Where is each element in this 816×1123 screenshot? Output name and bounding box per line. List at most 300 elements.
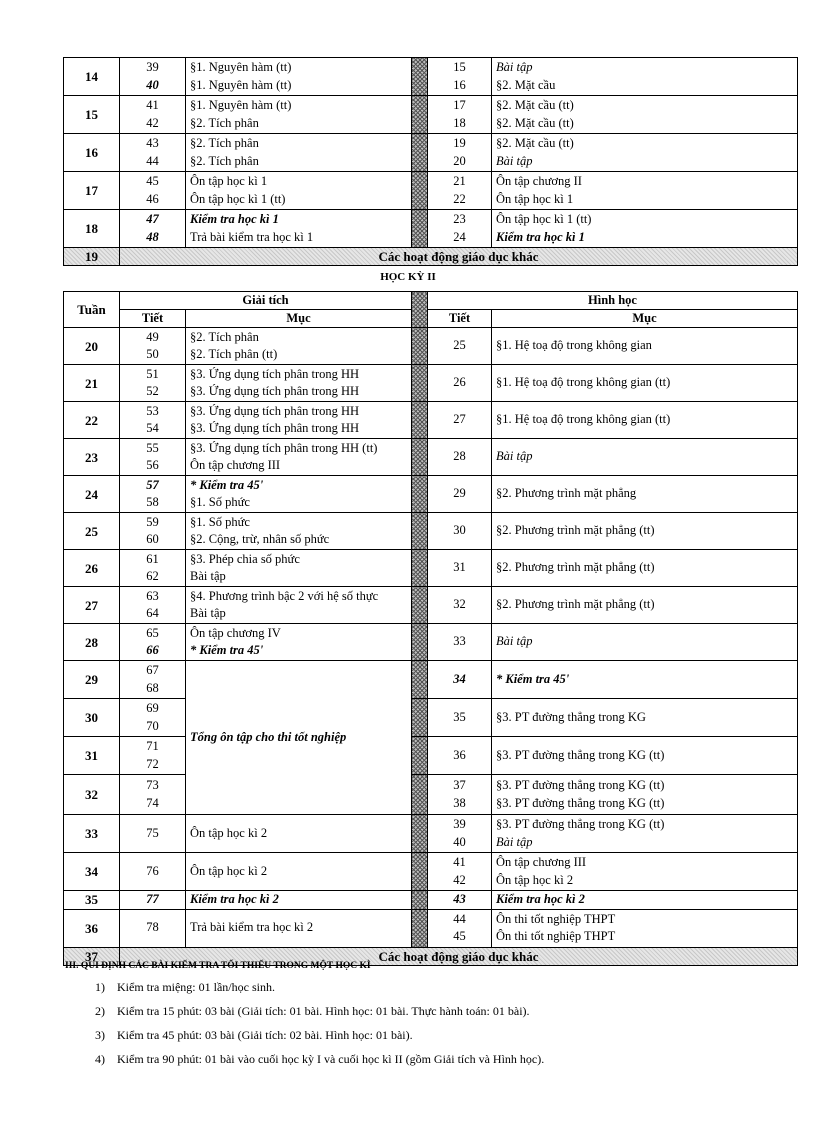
hh-tiet-cell-line: 18 xyxy=(453,115,466,130)
gt-muc-cell-line: * Kiểm tra 45' xyxy=(190,477,264,492)
list-item xyxy=(95,1050,544,1074)
week-cell: 26 xyxy=(64,550,120,587)
gt-muc-cell xyxy=(186,328,412,365)
hh-tiet-cell-line: 23 xyxy=(453,212,466,226)
semester2-title: HỌC KỲ II xyxy=(380,271,436,283)
semester2-schedule-table xyxy=(63,291,798,966)
activity-row xyxy=(64,248,798,266)
week-cell: 33 xyxy=(64,815,120,853)
week-cell: 28 xyxy=(64,624,120,661)
table-row xyxy=(64,661,798,699)
table-row xyxy=(64,365,798,402)
gt-tiet-cell-line: 76 xyxy=(146,863,159,878)
hh-muc-cell-line: Ôn thi tốt nghiệp THPT xyxy=(496,929,616,943)
hh-muc-cell-line: §1. Hệ toạ độ trong không gian (tt) xyxy=(496,375,671,390)
divider-hatch xyxy=(412,513,428,550)
divider-hatch xyxy=(412,891,428,910)
gt-tiet-cell xyxy=(120,172,186,210)
list-item xyxy=(95,978,544,1002)
hh-muc-cell-line: §2. Phương trình mặt phẳng xyxy=(496,486,637,501)
gt-tiet-cell xyxy=(120,587,186,624)
hh-tiet-cell-line: 33 xyxy=(453,634,466,649)
gt-muc-cell xyxy=(186,365,412,402)
gt-muc-cell xyxy=(186,909,412,947)
week-cell: 24 xyxy=(64,476,120,513)
hh-muc-cell xyxy=(492,550,798,587)
table-row xyxy=(64,476,798,513)
table-row xyxy=(64,58,798,96)
hh-tiet-cell xyxy=(428,775,492,815)
hh-tiet-cell xyxy=(428,96,492,134)
week-cell: 30 xyxy=(64,699,120,737)
hh-tiet-cell-line: 42 xyxy=(453,872,466,887)
hh-muc-cell-line: §2. Phương trình mặt phẳng (tt) xyxy=(496,523,655,538)
hh-muc-cell-line: §2. Phương trình mặt phẳng (tt) xyxy=(496,560,655,575)
gt-muc-cell-line: Ôn tập chương III xyxy=(190,458,281,472)
gt-tiet-cell-line: 72 xyxy=(146,756,159,771)
activity-label: Các hoạt động giáo dục khác xyxy=(120,947,798,965)
gt-tiet-cell-line: 67 xyxy=(146,663,159,677)
gt-tiet-cell-line: 52 xyxy=(146,384,159,398)
gt-muc-cell-line: Ôn tập học kì 1 (tt) xyxy=(190,191,286,206)
gt-tiet-cell-line: 70 xyxy=(146,718,159,733)
week-cell: 34 xyxy=(64,853,120,891)
gt-muc-cell-line: §1. Số phức xyxy=(190,495,250,509)
hh-tiet-cell-line: 20 xyxy=(453,153,466,168)
hh-muc-cell-line: §3. PT đường thẳng trong KG (tt) xyxy=(496,778,665,792)
hinh-hoc-header: Hình học xyxy=(428,292,798,310)
gt-tiet-cell-line: 43 xyxy=(146,136,159,150)
gt-tiet-cell xyxy=(120,815,186,853)
subheader-row xyxy=(64,310,798,328)
table-row xyxy=(64,96,798,134)
week-cell: 25 xyxy=(64,513,120,550)
hh-tiet-cell xyxy=(428,624,492,661)
hh-tiet-cell-line: 29 xyxy=(453,486,466,501)
hh-muc-cell xyxy=(492,815,798,853)
hh-tiet-cell-line: 27 xyxy=(453,412,466,427)
gt-tiet-cell xyxy=(120,96,186,134)
list-item-number: 3) xyxy=(95,1028,105,1042)
hh-tiet-cell xyxy=(428,402,492,439)
gt-tiet-cell xyxy=(120,624,186,661)
gt-tiet-header: Tiết xyxy=(120,310,186,328)
hh-tiet-cell xyxy=(428,699,492,737)
table-row xyxy=(64,134,798,172)
hh-tiet-cell xyxy=(428,815,492,853)
table-row xyxy=(64,775,798,815)
gt-tiet-cell xyxy=(120,853,186,891)
gt-tiet-cell xyxy=(120,365,186,402)
hh-muc-cell xyxy=(492,210,798,248)
hh-tiet-cell xyxy=(428,328,492,365)
hh-tiet-cell-line: 24 xyxy=(453,229,466,244)
hh-tiet-cell-line: 44 xyxy=(453,911,466,926)
hh-tiet-cell xyxy=(428,891,492,910)
hh-tiet-cell xyxy=(428,439,492,476)
gt-muc-cell-line: Trả bài kiểm tra học kì 2 xyxy=(190,920,314,935)
hh-tiet-cell xyxy=(428,550,492,587)
gt-muc-cell-line: Ôn tập học kì 2 xyxy=(190,863,268,878)
hh-muc-cell xyxy=(492,853,798,891)
gt-muc-cell-line: Kiểm tra học kì 2 xyxy=(190,892,279,906)
week-cell: 29 xyxy=(64,661,120,699)
gt-muc-cell-line: §4. Phương trình bậc 2 với hệ số thực xyxy=(190,588,379,603)
review-block-label: Tổng ôn tập cho thi tốt nghiệp xyxy=(186,661,412,815)
hh-muc-cell xyxy=(492,365,798,402)
week-cell: 15 xyxy=(64,96,120,134)
divider-hatch xyxy=(412,172,428,210)
hh-muc-cell xyxy=(492,891,798,910)
hh-tiet-cell xyxy=(428,909,492,947)
week-cell: 16 xyxy=(64,134,120,172)
hh-muc-cell-line: Ôn tập học kì 2 xyxy=(496,872,574,887)
hh-muc-cell-line: Ôn tập học kì 1 xyxy=(496,191,574,206)
gt-muc-cell xyxy=(186,624,412,661)
gt-muc-cell-line: Trả bài kiểm tra học kì 1 xyxy=(190,229,314,244)
gt-tiet-cell-line: 48 xyxy=(146,229,159,244)
gt-muc-cell xyxy=(186,58,412,96)
header-row xyxy=(64,292,798,310)
gt-muc-cell-line: §3. Ứng dụng tích phân trong HH xyxy=(190,384,360,398)
gt-tiet-cell-line: 46 xyxy=(146,191,159,206)
hh-tiet-cell-line: 35 xyxy=(453,709,466,724)
hh-tiet-cell xyxy=(428,365,492,402)
gt-muc-cell-line: §2. Tích phân xyxy=(190,153,259,168)
giai-tich-header: Giải tích xyxy=(120,292,412,310)
gt-muc-cell xyxy=(186,587,412,624)
hh-muc-cell xyxy=(492,172,798,210)
gt-tiet-cell xyxy=(120,513,186,550)
table-row xyxy=(64,815,798,853)
gt-muc-cell-line: §3. Ứng dụng tích phân trong HH xyxy=(190,403,360,418)
gt-tiet-cell xyxy=(120,775,186,815)
divider-hatch xyxy=(412,96,428,134)
gt-tiet-cell-line: 55 xyxy=(146,440,159,455)
hh-tiet-cell-line: 37 xyxy=(453,778,466,792)
hh-tiet-cell-line: 15 xyxy=(453,60,466,74)
hh-muc-cell-line: §2. Mặt cầu (tt) xyxy=(496,136,574,150)
hh-muc-cell xyxy=(492,909,798,947)
table-row xyxy=(64,853,798,891)
hh-tiet-cell-line: 19 xyxy=(453,136,466,150)
gt-muc-cell-line: Ôn tập học kì 2 xyxy=(190,825,268,840)
gt-tiet-cell-line: 44 xyxy=(146,153,159,168)
section3-title: III. QUI ĐỊNH CÁC BÀI KIỂM TRA TỐI THIỂU TRONG MỘT HỌC KÌ xyxy=(65,961,371,971)
semester1-schedule-table xyxy=(63,57,798,266)
gt-tiet-cell xyxy=(120,439,186,476)
hh-muc-cell-line: §2. Phương trình mặt phẳng (tt) xyxy=(496,597,655,612)
hh-muc-header: Mục xyxy=(492,310,798,328)
hh-tiet-cell-line: 17 xyxy=(453,98,466,112)
hh-tiet-cell-line: 22 xyxy=(453,191,466,206)
week-header: Tuần xyxy=(64,292,120,328)
list-item-text: Kiểm tra miệng: 01 lần/học sinh. xyxy=(117,980,275,994)
week-cell: 35 xyxy=(64,891,120,910)
table-row xyxy=(64,328,798,365)
gt-muc-cell xyxy=(186,172,412,210)
hh-muc-cell xyxy=(492,134,798,172)
gt-muc-cell-line: §3. Ứng dụng tích phân trong HH (tt) xyxy=(190,440,378,455)
week-cell: 32 xyxy=(64,775,120,815)
divider-hatch xyxy=(412,134,428,172)
gt-muc-cell xyxy=(186,476,412,513)
divider-hatch xyxy=(412,292,428,328)
week-cell: 31 xyxy=(64,737,120,775)
week-cell: 14 xyxy=(64,58,120,96)
hh-tiet-cell xyxy=(428,172,492,210)
divider-hatch xyxy=(412,624,428,661)
activity-label: Các hoạt động giáo dục khác xyxy=(120,248,798,266)
gt-muc-cell-line: §2. Tích phân xyxy=(190,329,259,344)
gt-tiet-cell-line: 59 xyxy=(146,514,159,529)
gt-muc-cell-line: §2. Tích phân xyxy=(190,115,259,130)
gt-muc-cell xyxy=(186,815,412,853)
hh-tiet-cell-line: 32 xyxy=(453,597,466,612)
week-cell: 21 xyxy=(64,365,120,402)
gt-tiet-cell xyxy=(120,737,186,775)
divider-hatch xyxy=(412,587,428,624)
week-cell: 17 xyxy=(64,172,120,210)
hh-muc-cell-line: §1. Hệ toạ độ trong không gian (tt) xyxy=(496,412,671,427)
hh-muc-cell-line: §2. Mặt cầu (tt) xyxy=(496,98,574,112)
gt-muc-cell xyxy=(186,402,412,439)
hh-muc-cell xyxy=(492,328,798,365)
gt-muc-cell-line: §3. Phép chia số phức xyxy=(190,551,300,566)
hh-muc-cell-line: Kiểm tra học kì 2 xyxy=(496,892,585,906)
hh-muc-cell-line: Bài tập xyxy=(496,634,533,649)
gt-muc-cell-line: §3. Ứng dụng tích phân trong HH xyxy=(190,421,360,435)
gt-muc-cell-line: §1. Số phức xyxy=(190,514,250,529)
list-item-text: Kiểm tra 15 phút: 03 bài (Giải tích: 01 bài. Hình học: 01 bài. Thực hành toán: 01 bài). xyxy=(117,1004,530,1018)
gt-tiet-cell-line: 68 xyxy=(146,680,159,695)
gt-tiet-cell-line: 41 xyxy=(146,98,159,112)
hh-tiet-cell xyxy=(428,513,492,550)
hh-muc-cell-line: Ôn thi tốt nghiệp THPT xyxy=(496,911,616,926)
gt-tiet-cell-line: 62 xyxy=(146,569,159,583)
divider-hatch xyxy=(412,661,428,699)
hh-muc-cell-line: Ôn tập chương III xyxy=(496,855,587,869)
gt-muc-cell-line: Ôn tập học kì 1 xyxy=(190,174,268,188)
gt-tiet-cell-line: 77 xyxy=(146,892,159,906)
gt-muc-cell-line: Bài tập xyxy=(190,606,226,620)
hh-muc-cell xyxy=(492,624,798,661)
hh-muc-cell xyxy=(492,402,798,439)
hh-tiet-cell-line: 45 xyxy=(453,929,466,943)
hh-tiet-cell-line: 28 xyxy=(453,449,466,464)
gt-tiet-cell xyxy=(120,134,186,172)
table-row xyxy=(64,699,798,737)
hh-muc-cell-line: Kiểm tra học kì 1 xyxy=(496,229,585,244)
hh-muc-cell xyxy=(492,587,798,624)
hh-tiet-cell-line: 25 xyxy=(453,338,466,353)
gt-muc-cell-line: Bài tập xyxy=(190,569,226,583)
hh-tiet-cell xyxy=(428,661,492,699)
hh-tiet-cell xyxy=(428,737,492,775)
hh-tiet-cell-line: 26 xyxy=(453,375,466,390)
hh-muc-cell-line: Bài tập xyxy=(496,834,533,849)
gt-muc-cell-line: * Kiểm tra 45' xyxy=(190,643,264,657)
gt-tiet-cell-line: 75 xyxy=(146,825,159,840)
divider-hatch xyxy=(412,210,428,248)
hh-tiet-cell-line: 39 xyxy=(453,817,466,831)
list-item-number: 4) xyxy=(95,1052,105,1066)
gt-muc-cell-line: §2. Cộng, trừ, nhân số phức xyxy=(190,532,330,546)
test-rules-list xyxy=(95,978,544,1074)
gt-tiet-cell-line: 45 xyxy=(146,174,159,188)
gt-tiet-cell-line: 66 xyxy=(146,643,159,657)
gt-tiet-cell-line: 71 xyxy=(146,739,159,753)
gt-muc-cell xyxy=(186,513,412,550)
gt-muc-cell-line: §1. Nguyên hàm (tt) xyxy=(190,77,292,92)
hh-muc-cell xyxy=(492,661,798,699)
gt-muc-header: Mục xyxy=(186,310,412,328)
gt-tiet-cell xyxy=(120,476,186,513)
gt-tiet-cell-line: 73 xyxy=(146,778,159,792)
hh-muc-cell-line: Ôn tập học kì 1 (tt) xyxy=(496,212,592,226)
gt-muc-cell-line: §3. Ứng dụng tích phân trong HH xyxy=(190,366,360,381)
divider-hatch xyxy=(412,402,428,439)
hh-tiet-cell-line: 21 xyxy=(453,174,466,188)
divider-hatch xyxy=(412,815,428,853)
week-cell: 18 xyxy=(64,210,120,248)
gt-tiet-cell-line: 57 xyxy=(146,477,159,492)
gt-tiet-cell-line: 60 xyxy=(146,532,159,546)
table-row xyxy=(64,402,798,439)
gt-tiet-cell xyxy=(120,909,186,947)
divider-hatch xyxy=(412,699,428,737)
gt-tiet-cell-line: 39 xyxy=(146,60,159,74)
hh-tiet-cell xyxy=(428,134,492,172)
gt-tiet-cell-line: 63 xyxy=(146,588,159,603)
table-row xyxy=(64,172,798,210)
hh-muc-cell xyxy=(492,96,798,134)
week-cell: 37 xyxy=(64,947,120,965)
week-cell: 36 xyxy=(64,909,120,947)
week-cell: 20 xyxy=(64,328,120,365)
gt-tiet-cell-line: 42 xyxy=(146,115,159,130)
gt-tiet-cell-line: 74 xyxy=(146,795,159,810)
hh-muc-cell-line: §3. PT đường thẳng trong KG xyxy=(496,709,646,724)
gt-muc-cell xyxy=(186,439,412,476)
gt-tiet-cell xyxy=(120,58,186,96)
gt-tiet-cell-line: 54 xyxy=(146,421,159,435)
hh-tiet-cell-line: 34 xyxy=(453,671,466,686)
hh-muc-cell-line: Bài tập xyxy=(496,449,533,464)
hh-muc-cell-line: Bài tập xyxy=(496,60,533,74)
hh-tiet-cell-line: 43 xyxy=(453,892,466,906)
hh-muc-cell-line: Ôn tập chương II xyxy=(496,174,582,188)
hh-tiet-cell-line: 30 xyxy=(453,523,466,538)
hh-muc-cell-line: §2. Mặt cầu (tt) xyxy=(496,115,574,130)
week-cell: 19 xyxy=(64,248,120,266)
hh-muc-cell xyxy=(492,476,798,513)
divider-hatch xyxy=(412,365,428,402)
hh-muc-cell xyxy=(492,58,798,96)
gt-tiet-cell xyxy=(120,402,186,439)
hh-tiet-cell-line: 16 xyxy=(453,77,466,92)
gt-tiet-cell-line: 61 xyxy=(146,551,159,566)
hh-muc-cell-line: §3. PT đường thẳng trong KG (tt) xyxy=(496,747,665,762)
gt-tiet-cell xyxy=(120,891,186,910)
gt-muc-cell-line: §1. Nguyên hàm (tt) xyxy=(190,98,292,112)
hh-muc-cell-line: §1. Hệ toạ độ trong không gian xyxy=(496,338,652,353)
gt-tiet-cell xyxy=(120,210,186,248)
table-row xyxy=(64,550,798,587)
hh-tiet-cell-line: 31 xyxy=(453,560,466,575)
gt-tiet-cell-line: 40 xyxy=(146,77,159,92)
hh-muc-cell xyxy=(492,699,798,737)
gt-muc-cell-line: Ôn tập chương IV xyxy=(190,625,281,640)
list-item-text: Kiểm tra 45 phút: 03 bài (Giải tích: 02 bài. Hình học: 01 bài). xyxy=(117,1028,413,1042)
gt-muc-cell-line: §2. Tích phân (tt) xyxy=(190,347,278,361)
gt-tiet-cell xyxy=(120,550,186,587)
hh-tiet-cell xyxy=(428,58,492,96)
list-item-text: Kiểm tra 90 phút: 01 bài vào cuối học kỳ I và cuối học kì II (gồm Giải tích và Hình học). xyxy=(117,1052,545,1066)
gt-tiet-cell xyxy=(120,661,186,699)
divider-hatch xyxy=(412,328,428,365)
table-row xyxy=(64,210,798,248)
gt-muc-cell xyxy=(186,96,412,134)
divider-hatch xyxy=(412,909,428,947)
hh-tiet-cell xyxy=(428,210,492,248)
gt-muc-cell-line: Kiểm tra học kì 1 xyxy=(190,212,279,226)
hh-tiet-cell xyxy=(428,476,492,513)
gt-tiet-cell-line: 56 xyxy=(146,458,159,472)
week-cell: 27 xyxy=(64,587,120,624)
divider-hatch xyxy=(412,476,428,513)
hh-tiet-cell-line: 38 xyxy=(453,795,466,810)
hh-muc-cell-line: §3. PT đường thẳng trong KG (tt) xyxy=(496,795,665,810)
hh-tiet-cell xyxy=(428,587,492,624)
hh-muc-cell-line: Bài tập xyxy=(496,153,533,168)
gt-muc-cell xyxy=(186,550,412,587)
hh-tiet-cell-line: 36 xyxy=(453,747,466,762)
table-row xyxy=(64,891,798,910)
divider-hatch xyxy=(412,737,428,775)
gt-muc-cell-line: §2. Tích phân xyxy=(190,136,259,150)
table-row xyxy=(64,587,798,624)
hh-muc-cell xyxy=(492,513,798,550)
gt-muc-cell xyxy=(186,134,412,172)
week-cell: 22 xyxy=(64,402,120,439)
divider-hatch xyxy=(412,439,428,476)
week-cell: 23 xyxy=(64,439,120,476)
gt-tiet-cell-line: 69 xyxy=(146,701,159,715)
hh-muc-cell xyxy=(492,439,798,476)
gt-tiet-cell xyxy=(120,699,186,737)
hh-muc-cell xyxy=(492,775,798,815)
hh-muc-cell-line: §3. PT đường thẳng trong KG (tt) xyxy=(496,817,665,831)
hh-muc-cell-line: §2. Mặt cầu xyxy=(496,77,556,92)
list-item-number: 2) xyxy=(95,1004,105,1018)
gt-tiet-cell-line: 64 xyxy=(146,606,159,620)
gt-muc-cell xyxy=(186,210,412,248)
gt-tiet-cell-line: 50 xyxy=(146,347,159,361)
hh-muc-cell xyxy=(492,737,798,775)
list-item xyxy=(95,1026,544,1050)
gt-tiet-cell-line: 58 xyxy=(146,495,159,509)
gt-muc-cell xyxy=(186,891,412,910)
gt-tiet-cell-line: 53 xyxy=(146,403,159,418)
table-row xyxy=(64,439,798,476)
hh-tiet-cell-line: 41 xyxy=(453,855,466,869)
hh-muc-cell-line: * Kiểm tra 45' xyxy=(496,671,570,686)
gt-tiet-cell-line: 51 xyxy=(146,366,159,381)
hh-tiet-cell xyxy=(428,853,492,891)
divider-hatch xyxy=(412,58,428,96)
divider-hatch xyxy=(412,853,428,891)
